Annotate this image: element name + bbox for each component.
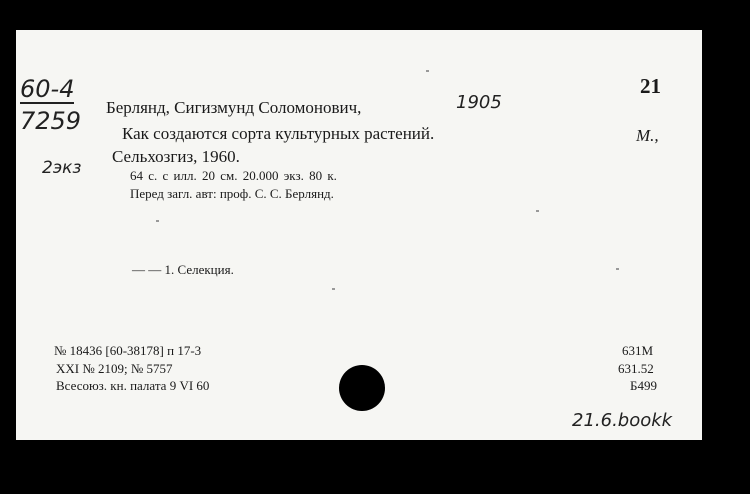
author-line: Берлянд, Сигизмунд Соломонович, <box>106 98 362 117</box>
scan-speck <box>156 220 159 222</box>
place-line: М., <box>636 126 659 145</box>
scan-speck <box>332 288 335 290</box>
scan-speck <box>616 268 619 270</box>
card-punch-hole <box>339 365 385 411</box>
subject-heading: — — 1. Селекция. <box>132 262 234 277</box>
registry-line-2: XXI № 2109; № 5757 <box>56 361 173 376</box>
scan-speck <box>426 70 429 72</box>
classification-line-3: Б499 <box>630 378 657 393</box>
registry-line-3: Всесоюз. кн. палата 9 VI 60 <box>56 378 210 393</box>
registry-line-1: № 18436 [60-38178] п 17-3 <box>54 343 202 358</box>
handwritten-copies: 2экз <box>42 158 82 178</box>
handwritten-bottom-note: 21.6.bookk <box>572 410 673 431</box>
physical-description: 64 с. с илл. 20 см. 20.000 экз. 80 к. <box>130 168 337 183</box>
scan-speck <box>536 210 539 212</box>
handwritten-year: 1905 <box>456 92 502 113</box>
publisher-line: Сельхозгиз, 1960. <box>112 147 240 166</box>
card-number: 21 <box>640 74 661 98</box>
note-line: Перед загл. авт: проф. С. С. Берлянд. <box>130 186 334 201</box>
handwritten-shelf-mark-bottom: 7259 <box>20 107 82 135</box>
classification-line-1: 631М <box>622 343 654 358</box>
handwritten-shelf-mark-top: 60-4 <box>20 75 75 103</box>
classification-line-2: 631.52 <box>618 361 654 376</box>
title-line: Как создаются сорта культурных растений. <box>122 124 435 143</box>
